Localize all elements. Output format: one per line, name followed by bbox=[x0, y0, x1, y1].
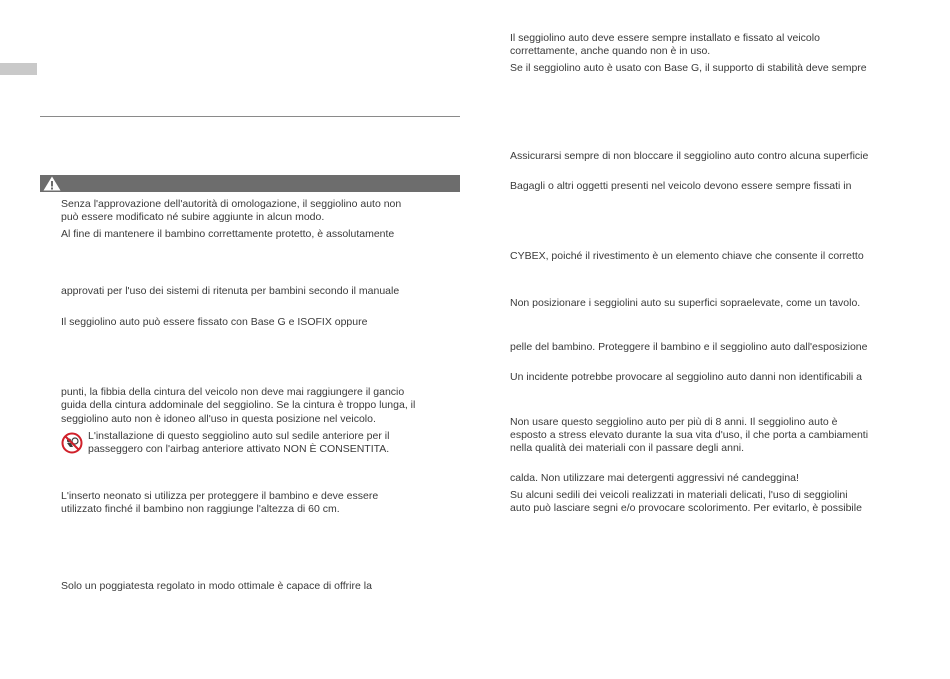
paragraph-line: nella qualità dei materiali con il passare degli anni. bbox=[510, 442, 745, 454]
no-airbag-icon bbox=[61, 432, 83, 454]
paragraph-line: L'installazione di questo seggiolino auto sul sedile anteriore per il bbox=[88, 430, 390, 442]
paragraph-line: punti, la fibbia della cintura del veicolo non deve mai raggiungere il gancio bbox=[61, 386, 405, 398]
paragraph-line: pelle del bambino. Proteggere il bambino e il seggiolino auto dall'esposizione bbox=[510, 341, 868, 353]
paragraph-line: guida della cintura addominale del seggiolino. Se la cintura è troppo lunga, il bbox=[61, 399, 416, 411]
warning-triangle-icon bbox=[42, 175, 62, 192]
paragraph-line: Senza l'approvazione dell'autorità di omologazione, il seggiolino auto non bbox=[61, 198, 402, 210]
paragraph-line: approvati per l'uso dei sistemi di ritenuta per bambini secondo il manuale bbox=[61, 285, 400, 297]
paragraph-line: Assicurarsi sempre di non bloccare il seggiolino auto contro alcuna superficie bbox=[510, 150, 869, 162]
paragraph-line: Non usare questo seggiolino auto per più di 8 anni. Il seggiolino auto è bbox=[510, 416, 838, 428]
paragraph-line: può essere modificato né subire aggiunte in alcun modo. bbox=[61, 211, 325, 223]
paragraph-line: Non posizionare i seggiolini auto su superfici sopraelevate, come un tavolo. bbox=[510, 297, 861, 309]
paragraph-line: seggiolino auto non è idoneo all'uso in questa posizione nel veicolo. bbox=[61, 413, 376, 425]
paragraph-line: CYBEX, poiché il rivestimento è un elemento chiave che consente il corretto bbox=[510, 250, 864, 262]
warning-header-bar bbox=[40, 175, 460, 192]
paragraph-line: Il seggiolino auto deve essere sempre installato e fissato al veicolo bbox=[510, 32, 820, 44]
paragraph-line: Un incidente potrebbe provocare al seggiolino auto danni non identificabili a bbox=[510, 371, 862, 383]
paragraph-line: Il seggiolino auto può essere fissato con Base G e ISOFIX oppure bbox=[61, 316, 368, 328]
paragraph-line: Su alcuni sedili dei veicoli realizzati in materiali delicati, l'uso di seggiolini bbox=[510, 489, 848, 501]
paragraph-line: esposto a stress elevato durante la sua vita d'uso, il che porta a cambiamenti bbox=[510, 429, 869, 441]
section-divider bbox=[40, 116, 460, 117]
paragraph-line: auto può lasciare segni e/o provocare scolorimento. Per evitarlo, è possibile bbox=[510, 502, 862, 514]
paragraph-line: Se il seggiolino auto è usato con Base G, il supporto di stabilità deve sempre bbox=[510, 62, 867, 74]
paragraph-line: Solo un poggiatesta regolato in modo ottimale è capace di offrire la bbox=[61, 580, 372, 592]
paragraph-line: Al fine di mantenere il bambino correttamente protetto, è assolutamente bbox=[61, 228, 395, 240]
paragraph-line: utilizzato finché il bambino non raggiunge l'altezza di 60 cm. bbox=[61, 503, 340, 515]
paragraph-line: calda. Non utilizzare mai detergenti aggressivi né candeggina! bbox=[510, 472, 799, 484]
page-tab bbox=[0, 63, 37, 75]
paragraph-line: passeggero con l'airbag anteriore attivato NON È CONSENTITA. bbox=[88, 443, 390, 455]
paragraph-line: L'inserto neonato si utilizza per proteggere il bambino e deve essere bbox=[61, 490, 379, 502]
paragraph-line: correttamente, anche quando non è in uso. bbox=[510, 45, 711, 57]
paragraph-line: Bagagli o altri oggetti presenti nel veicolo devono essere sempre fissati in bbox=[510, 180, 852, 192]
